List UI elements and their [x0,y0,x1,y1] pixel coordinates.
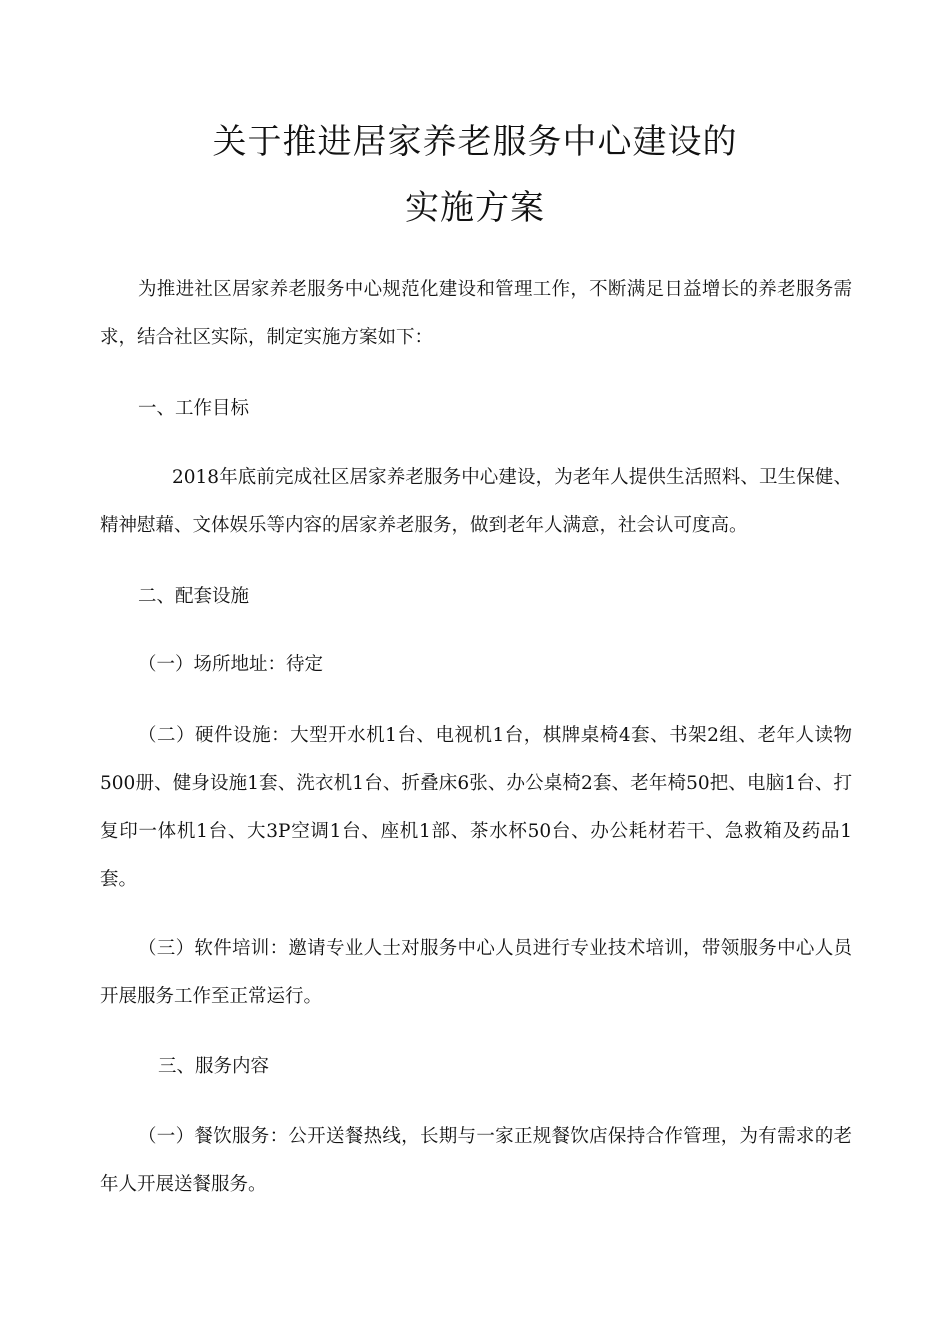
section-1-heading: 一、工作目标 [138,398,250,419]
intro-paragraph: 为推进社区居家养老服务中心规范化建设和管理工作，不断满足日益增长的养老服务需求，结合社区实际，制定实施方案如下： [100,279,852,348]
section-3-item-1: （一）餐饮服务：公开送餐热线，长期与一家正规餐饮店保持合作管理，为有需求的老年人开展送餐服务。 [100,1126,852,1195]
section-2-item-2: （二）硬件设施：大型开水机1台、电视机1台，棋牌桌椅4套、书架2组、老年人读物500册、健身设施1套、洗衣机1台、折叠床6张、办公桌椅2套、老年椅50把、电脑1台、打复印一体机1台、大3P空调1台、座机1部、茶水杯50台、办公耗材若干、急救箱及药品1套。 [100,725,852,890]
document-title-line-2: 实施方案 [405,188,545,228]
section-1-body: 2018年底前完成社区居家养老服务中心建设，为老年人提供生活照料、卫生保健、精神慰藉、文体娱乐等内容的居家养老服务，做到老年人满意，社会认可度高。 [100,467,852,536]
section-2-item-1: （一）场所地址：待定 [138,654,324,675]
section-2-heading: 二、配套设施 [138,586,250,607]
section-3-heading: 三、服务内容 [158,1056,270,1077]
section-2-item-3: （三）软件培训：邀请专业人士对服务中心人员进行专业技术培训，带领服务中心人员开展服务工作至正常运行。 [100,938,852,1007]
document-title-line-1: 关于推进居家养老服务中心建设的 [212,122,738,162]
